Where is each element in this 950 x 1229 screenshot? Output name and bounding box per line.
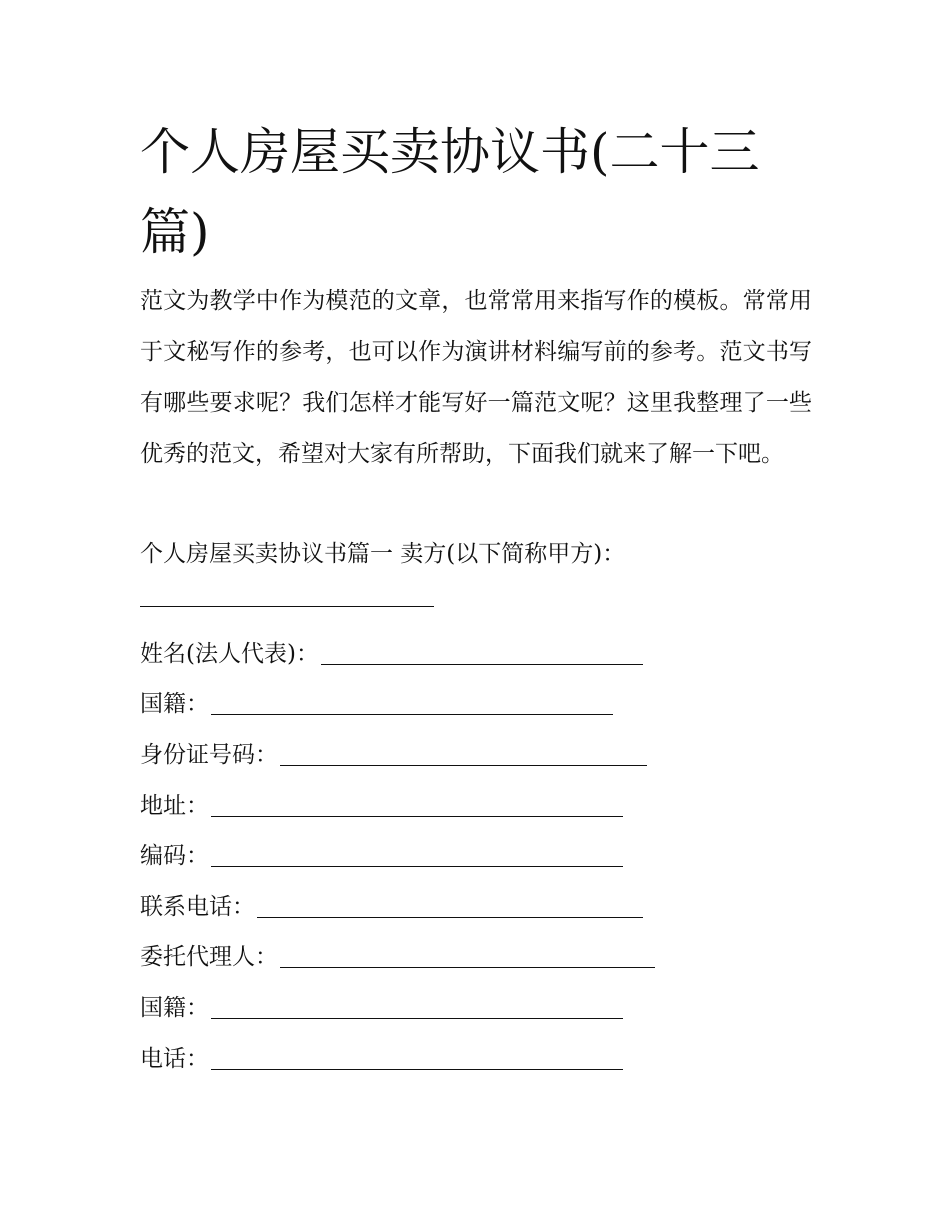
field-blank-line	[257, 891, 643, 918]
field-label: 地址：	[140, 792, 209, 819]
field-legal-representative	[140, 626, 840, 677]
field-label: 国籍：	[140, 994, 209, 1021]
field-label: 身份证号码：	[140, 741, 278, 768]
field-blank-line	[211, 1043, 623, 1070]
field-blank-line	[280, 739, 647, 766]
document-title: 个人房屋买卖协议书(二十三篇)	[140, 123, 760, 261]
field-blank-line	[280, 941, 655, 968]
field-blank-line	[321, 638, 643, 665]
field-label: 编码：	[140, 843, 209, 870]
field-blank-line	[211, 840, 623, 867]
field-blank-line	[211, 790, 623, 817]
field-label: 联系电话：	[140, 893, 255, 920]
field-blank-line	[211, 992, 623, 1019]
field-address	[140, 778, 840, 829]
field-agent-nationality	[140, 980, 840, 1031]
field-blank-line	[211, 688, 613, 715]
seller-fields	[140, 626, 840, 1081]
field-agent-phone	[140, 1031, 840, 1082]
seller-blank-line	[140, 606, 434, 607]
field-label: 国籍：	[140, 691, 209, 718]
field-agent	[140, 930, 840, 981]
field-label: 姓名(法人代表)：	[140, 640, 319, 667]
field-phone-contact	[140, 879, 840, 930]
field-id-number	[140, 727, 840, 778]
field-label: 电话：	[140, 1045, 209, 1072]
field-postal-code	[140, 828, 840, 879]
field-nationality	[140, 677, 840, 728]
intro-paragraph: 范文为教学中作为模范的文章，也常常用来指写作的模板。常常用于文秘写作的参考，也可以作为演讲材料编写前的参考。范文书写有哪些要求呢？我们怎样才能写好一篇范文呢？这里我整理了一些优秀的范文，希望对大家有所帮助，下面我们就来了解一下吧。	[140, 288, 812, 467]
field-label: 委托代理人：	[140, 944, 278, 971]
section-heading: 个人房屋买卖协议书篇一 卖方(以下简称甲方)：	[140, 541, 626, 567]
